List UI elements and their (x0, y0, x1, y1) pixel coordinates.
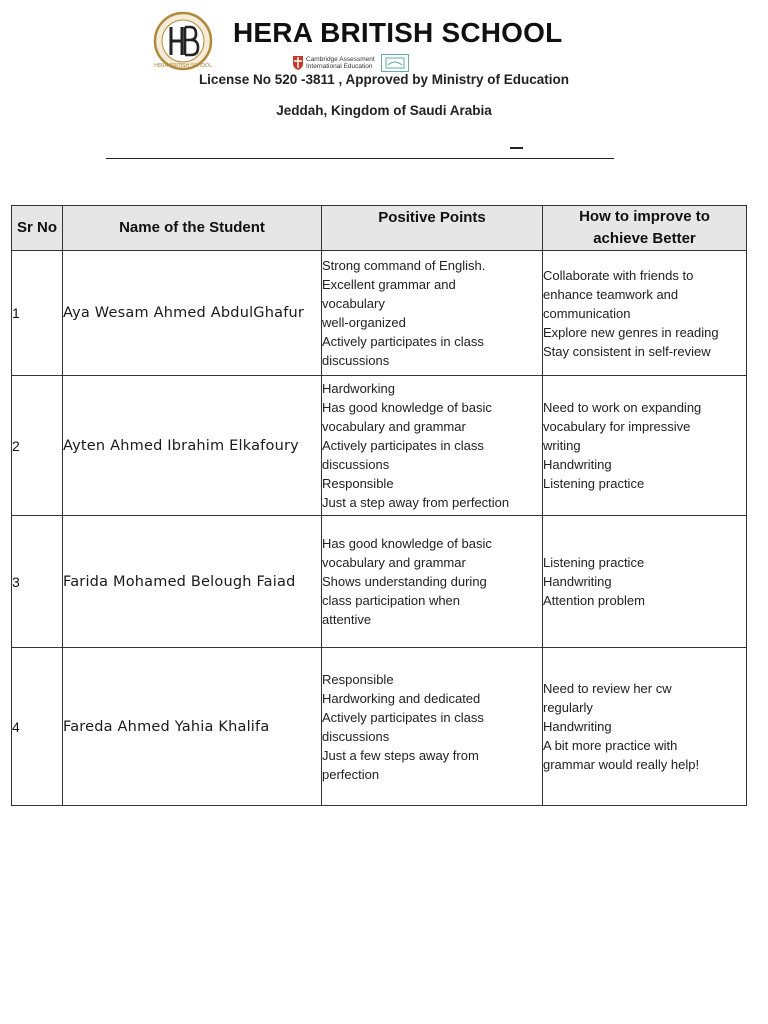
positive-point-line: Has good knowledge of basic (322, 536, 492, 551)
header-positive-points: Positive Points (322, 206, 543, 251)
improvement-line: Need to work on expanding (543, 400, 702, 415)
accreditation-badge (381, 54, 409, 72)
improvement-line: Handwriting (543, 574, 612, 589)
table-row (12, 516, 747, 648)
improvement-line: writing (543, 438, 581, 453)
cell-sr-no: 1 (12, 251, 63, 376)
positive-point-line: vocabulary (322, 296, 385, 311)
cell-sr-no: 3 (12, 516, 63, 648)
shield-icon (293, 56, 303, 70)
cell-student-name: Ayten Ahmed Ibrahim Elkafoury (63, 376, 322, 516)
positive-point-line: Responsible (322, 671, 394, 687)
positive-point-line: Just a step away from perfection (322, 495, 510, 510)
cambridge-logo (293, 54, 409, 72)
improvement-line: Listening practice (543, 555, 645, 570)
title-underline (106, 158, 614, 159)
header-student-name: Name of the Student (63, 206, 322, 251)
cell-student-name: Fareda Ahmed Yahia Khalifa (63, 648, 322, 806)
cambridge-text-line2: International Education (306, 63, 373, 70)
positive-point-line: Actively participates in class (322, 334, 484, 349)
improvement-line: Need to review her cw (543, 681, 672, 696)
positive-point-line: Actively participates in class (322, 438, 484, 453)
improvement-line: Handwriting (543, 719, 612, 734)
badge-icon (385, 57, 405, 69)
improvement-line: communication (543, 305, 631, 321)
header-improve-line-1: How to improve to (579, 208, 710, 225)
document-header (0, 0, 768, 170)
cell-positive-points (322, 516, 543, 648)
school-logo (152, 11, 214, 71)
positive-point-line: discussions (322, 728, 390, 744)
cell-positive-points (322, 376, 543, 516)
improvement-line: Explore new genres in reading (543, 324, 719, 340)
cell-improvement (543, 648, 747, 806)
positive-point-line: Responsible (322, 476, 394, 491)
positive-point-line: Just a few steps away from (322, 747, 479, 763)
location-line: Jeddah, Kingdom of Saudi Arabia (276, 103, 492, 118)
table-row (12, 648, 747, 806)
cell-improvement (543, 251, 747, 376)
title-dash (510, 147, 523, 149)
header-improve-line-2: achieve Better (593, 230, 696, 247)
positive-point-line: Excellent grammar and (322, 277, 456, 292)
positive-point-line: class participation when (322, 593, 461, 608)
positive-point-line: Strong command of English. (322, 258, 486, 273)
improvement-line: Listening practice (543, 476, 645, 491)
improvement-line: vocabulary for impressive (543, 419, 691, 434)
positive-point-line: vocabulary and grammar (322, 419, 466, 434)
positive-point-line: Hardworking and dedicated (322, 690, 481, 706)
cell-sr-no: 4 (12, 648, 63, 806)
svg-text:HERA BRITISH SCHOOL: HERA BRITISH SCHOOL (154, 63, 212, 69)
table-row (12, 251, 747, 376)
improvement-line: regularly (543, 700, 593, 715)
cell-student-name: Aya Wesam Ahmed AbdulGhafur (63, 251, 322, 376)
positive-point-line: attentive (322, 612, 372, 627)
table-header-row (12, 206, 747, 251)
positive-point-line: discussions (322, 353, 390, 368)
header-sr-no: Sr No (12, 206, 63, 251)
improvement-line: A bit more practice with (543, 738, 678, 753)
cell-sr-no: 2 (12, 376, 63, 516)
improvement-line: grammar would really help! (543, 757, 700, 772)
cell-improvement (543, 376, 747, 516)
cell-improvement (543, 516, 747, 648)
cell-positive-points (322, 251, 543, 376)
license-line: License No 520 -3811 , Approved by Ministry of Education (198, 72, 570, 87)
student-report-table (11, 205, 747, 806)
cambridge-text-line1: Cambridge Assessment (306, 56, 375, 63)
improvement-line: Collaborate with friends to (543, 267, 694, 283)
school-name: HERA BRITISH SCHOOL (233, 17, 563, 48)
cell-student-name: Farida Mohamed Belough Faiad (63, 516, 322, 648)
positive-point-line: Actively participates in class (322, 709, 484, 725)
positive-point-line: well-organized (322, 315, 406, 330)
positive-point-line: Has good knowledge of basic (322, 400, 492, 415)
positive-point-line: Hardworking (322, 381, 395, 396)
improvement-line: Stay consistent in self-review (543, 343, 711, 359)
header-how-to-improve (543, 206, 747, 251)
improvement-line: enhance teamwork and (543, 286, 679, 302)
positive-point-line: vocabulary and grammar (322, 555, 466, 570)
table-row (12, 376, 747, 516)
cell-positive-points (322, 648, 543, 806)
positive-point-line: Shows understanding during (322, 574, 487, 589)
positive-point-line: perfection (322, 766, 380, 782)
improvement-line: Attention problem (543, 593, 645, 608)
positive-point-line: discussions (322, 457, 390, 472)
improvement-line: Handwriting (543, 457, 612, 472)
